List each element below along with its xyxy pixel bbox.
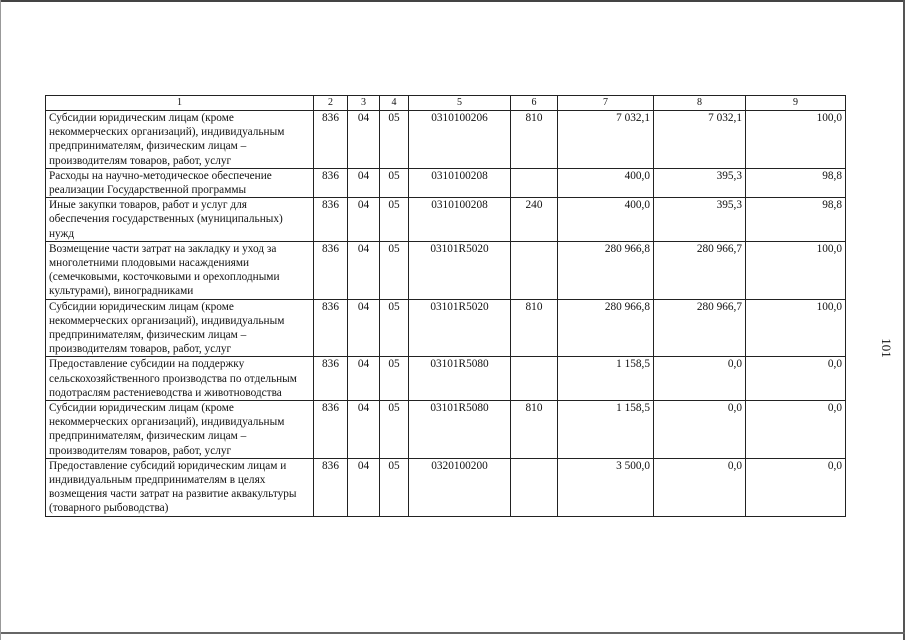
row-name-cell: Субсидии юридическим лицам (кроме некоммерческих организаций), индивидуальным предпринимателям, физическим лицам – производителям товаров, работ, услуг (46, 299, 314, 357)
row-type-cell: 810 (511, 401, 558, 459)
row-subsection-cell: 05 (380, 299, 409, 357)
row-code-cell: 836 (314, 401, 348, 459)
row-section-cell: 04 (348, 198, 380, 242)
row-section-cell: 04 (348, 168, 380, 197)
header-cell: 2 (314, 96, 348, 111)
row-section-cell: 04 (348, 401, 380, 459)
row-type-cell (511, 357, 558, 401)
row-type-cell: 810 (511, 299, 558, 357)
row-percent-cell: 98,8 (746, 198, 846, 242)
row-code-cell: 836 (314, 299, 348, 357)
row-type-cell (511, 241, 558, 299)
row-target-cell: 0320100200 (409, 458, 511, 516)
row-type-cell (511, 458, 558, 516)
page-number: 101 (878, 338, 894, 358)
budget-table (45, 95, 846, 517)
row-subsection-cell: 05 (380, 198, 409, 242)
row-section-cell: 04 (348, 299, 380, 357)
row-subsection-cell: 05 (380, 458, 409, 516)
row-planned-cell: 3 500,0 (558, 458, 654, 516)
header-cell: 7 (558, 96, 654, 111)
row-planned-cell: 1 158,5 (558, 357, 654, 401)
row-name-cell: Предоставление субсидии на поддержку сельскохозяйственного производства по отдельным подотраслям растениеводства и животноводства (46, 357, 314, 401)
header-cell: 6 (511, 96, 558, 111)
table-row (46, 198, 846, 242)
row-subsection-cell: 05 (380, 241, 409, 299)
row-type-cell (511, 168, 558, 197)
header-cell: 4 (380, 96, 409, 111)
row-code-cell: 836 (314, 357, 348, 401)
row-target-cell: 03101R5080 (409, 401, 511, 459)
row-subsection-cell: 05 (380, 401, 409, 459)
row-actual-cell: 0,0 (654, 357, 746, 401)
scan-edge-top (0, 0, 903, 2)
row-planned-cell: 400,0 (558, 198, 654, 242)
header-cell: 8 (654, 96, 746, 111)
row-name-cell: Субсидии юридическим лицам (кроме некоммерческих организаций), индивидуальным предпринимателям, физическим лицам – производителям товаров, работ, услуг (46, 111, 314, 169)
row-name-cell: Иные закупки товаров, работ и услуг для обеспечения государственных (муниципальных) нужд (46, 198, 314, 242)
row-planned-cell: 1 158,5 (558, 401, 654, 459)
row-percent-cell: 0,0 (746, 458, 846, 516)
row-target-cell: 03101R5020 (409, 299, 511, 357)
row-planned-cell: 280 966,8 (558, 299, 654, 357)
row-percent-cell: 100,0 (746, 111, 846, 169)
row-target-cell: 0310100206 (409, 111, 511, 169)
row-code-cell: 836 (314, 111, 348, 169)
row-target-cell: 0310100208 (409, 198, 511, 242)
row-percent-cell: 0,0 (746, 401, 846, 459)
row-planned-cell: 280 966,8 (558, 241, 654, 299)
table-row (46, 458, 846, 516)
row-name-cell: Субсидии юридическим лицам (кроме некоммерческих организаций), индивидуальным предпринимателям, физическим лицам – производителям товаров, работ, услуг (46, 401, 314, 459)
row-subsection-cell: 05 (380, 357, 409, 401)
row-type-cell: 240 (511, 198, 558, 242)
table-row (46, 401, 846, 459)
row-section-cell: 04 (348, 357, 380, 401)
row-subsection-cell: 05 (380, 111, 409, 169)
header-cell: 9 (746, 96, 846, 111)
scan-edge-bottom (0, 632, 905, 634)
row-code-cell: 836 (314, 168, 348, 197)
row-actual-cell: 395,3 (654, 168, 746, 197)
row-percent-cell: 100,0 (746, 299, 846, 357)
table-body (46, 96, 846, 517)
row-actual-cell: 0,0 (654, 458, 746, 516)
row-section-cell: 04 (348, 241, 380, 299)
row-section-cell: 04 (348, 111, 380, 169)
row-percent-cell: 0,0 (746, 357, 846, 401)
table-row (46, 168, 846, 197)
row-target-cell: 03101R5080 (409, 357, 511, 401)
row-code-cell: 836 (314, 241, 348, 299)
row-name-cell: Предоставление субсидий юридическим лицам и индивидуальным предпринимателям в целях возмещения части затрат на развитие аквакультуры (товарного рыбоводства) (46, 458, 314, 516)
row-type-cell: 810 (511, 111, 558, 169)
table-row (46, 357, 846, 401)
row-actual-cell: 280 966,7 (654, 241, 746, 299)
table-header-row (46, 96, 846, 111)
row-name-cell: Возмещение части затрат на закладку и уход за многолетними плодовыми насаждениями (семечковыми, косточковыми и орехоплодными культурами), виноградниками (46, 241, 314, 299)
row-actual-cell: 0,0 (654, 401, 746, 459)
row-planned-cell: 400,0 (558, 168, 654, 197)
header-cell: 1 (46, 96, 314, 111)
row-percent-cell: 98,8 (746, 168, 846, 197)
scan-edge-left (0, 0, 1, 640)
row-code-cell: 836 (314, 458, 348, 516)
row-target-cell: 03101R5020 (409, 241, 511, 299)
row-section-cell: 04 (348, 458, 380, 516)
row-code-cell: 836 (314, 198, 348, 242)
row-subsection-cell: 05 (380, 168, 409, 197)
table-row (46, 241, 846, 299)
header-cell: 5 (409, 96, 511, 111)
table-row (46, 299, 846, 357)
row-planned-cell: 7 032,1 (558, 111, 654, 169)
row-name-cell: Расходы на научно-методическое обеспечение реализации Государственной программы (46, 168, 314, 197)
row-actual-cell: 395,3 (654, 198, 746, 242)
table-row (46, 111, 846, 169)
row-actual-cell: 280 966,7 (654, 299, 746, 357)
row-target-cell: 0310100208 (409, 168, 511, 197)
row-actual-cell: 7 032,1 (654, 111, 746, 169)
header-cell: 3 (348, 96, 380, 111)
row-percent-cell: 100,0 (746, 241, 846, 299)
